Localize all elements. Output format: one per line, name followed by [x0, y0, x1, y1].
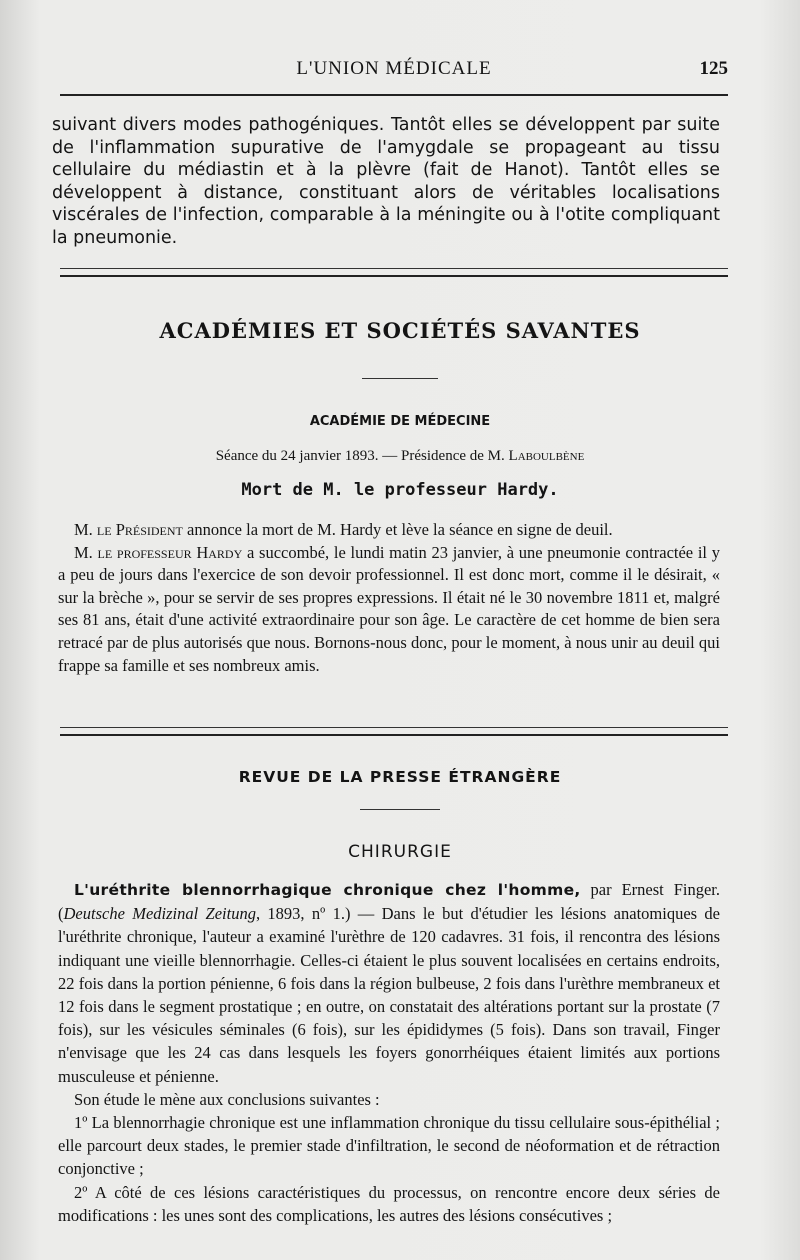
- obituary-body: [58, 519, 720, 677]
- article-body: [58, 878, 720, 1227]
- section-title: ACADÉMIES ET SOCIÉTÉS SAVANTES: [159, 318, 641, 343]
- journal-title: L'UNION MÉDICALE: [296, 58, 492, 79]
- article-lead-paragraph: L'uréthrite blennorrhagique chronique chez l'homme, par Ernest Finger. (Deutsche Medizinal Zeitung, 1893, nº 1.) — Dans le but d'étudier les lésions anatomiques de l'uréthrite chronique, l'auteur a examiné l'urèthre de 120 cadavres. 31 fois, il rencontra des lésions indiquant une vieille blennorrhagie. Celles-ci étaient le plus souvent localisées en certains endroits, 22 fois dans la portion pénienne, 6 fois dans la région bulbeuse, 2 fois dans l'urèthre membraneux et 12 fois dans le segment prostatique ; en outre, on constatait des altérations portant sur la prostate (7 fois), sur les vésicules séminales (6 fois), sur les épididymes (5 fois). Dans son travail, Finger n'envisage que les 24 cas dans lesquels les foyers gonorrhéiques étaient limités aux portions musculeuse et pénienne.: [58, 880, 720, 1086]
- header-rule: [60, 94, 728, 96]
- section-divider-top: [60, 268, 728, 269]
- article-source: Deutsche Medizinal Zeitung: [63, 904, 256, 924]
- article-paragraph: 1º La blennorrhagie chronique est une inflammation chronique du tissu cellulaire sous-épithélial ; elle parcourt deux stades, le premier stade d'infiltration, le second de néoformation et de rétraction conjonctive ;: [58, 1113, 720, 1179]
- lead-paragraph: suivant divers modes pathogéniques. Tantôt elles se développent par suite de l'inflammation supurative de l'amygdale se propageant au tissu cellulaire du médiastin et à la plèvre (fait de Hanot). Tantôt elles se développent à distance, constituant alors de véritables localisations viscérales de l'infection, comparable à la méningite ou à l'otite compliquant la pneumonie.: [52, 115, 720, 248]
- article-paragraph: Son étude le mène aux conclusions suivantes :: [74, 1089, 380, 1109]
- article-title: L'uréthrite blennorrhagique chronique chez l'homme,: [74, 881, 581, 899]
- academie-subtitle: ACADÉMIE DE MÉDECINE: [309, 414, 491, 429]
- revue-divider-top: [60, 727, 728, 728]
- obituary-paragraph-1: M. le Président annonce la mort de M. Hardy et lève la séance en signe de deuil.: [74, 520, 613, 539]
- section-divider-bottom: [60, 275, 728, 277]
- seance-president: Laboulbène: [508, 448, 585, 464]
- revue-title-rule: [360, 809, 440, 810]
- subsection-title: CHIRURGIE: [348, 842, 452, 862]
- obituary-paragraph-2: M. le professeur Hardy a succombé, le lundi matin 23 janvier, à une pneumonie contractée il y a peu de jours dans l'exercice de son devoir professionnel. Il est donc mort, comme il le désirait, « sur la brèche », pour se servir de ses propres expressions. Il était né le 30 novembre 1811 et, malgré ses 81 ans, était d'une activité extraordinaire pour son âge. Le caractère de cet homme de bien sera retracé par de plus autorisés que nous. Bornons-nous donc, pour le moment, à nous unir au deuil qui frappe sa famille et ses nombreux amis.: [58, 542, 720, 675]
- section-title-rule: [362, 378, 438, 379]
- article-paragraph: 2º A côté de ces lésions caractéristiques du processus, on rencontre encore deux séries de modifications : les unes sont des complications, les autres des lésions consécutives ;: [58, 1182, 720, 1225]
- seance-line: [60, 448, 740, 465]
- seance-text: Séance du 24 janvier 1893. — Présidence de M.: [215, 448, 505, 464]
- revue-title: REVUE DE LA PRESSE ÉTRANGÈRE: [238, 768, 562, 786]
- revue-divider-bottom: [60, 734, 728, 736]
- obituary-title: Mort de M. le professeur Hardy.: [241, 480, 559, 500]
- page-number: 125: [699, 58, 728, 79]
- page-header: [60, 58, 728, 84]
